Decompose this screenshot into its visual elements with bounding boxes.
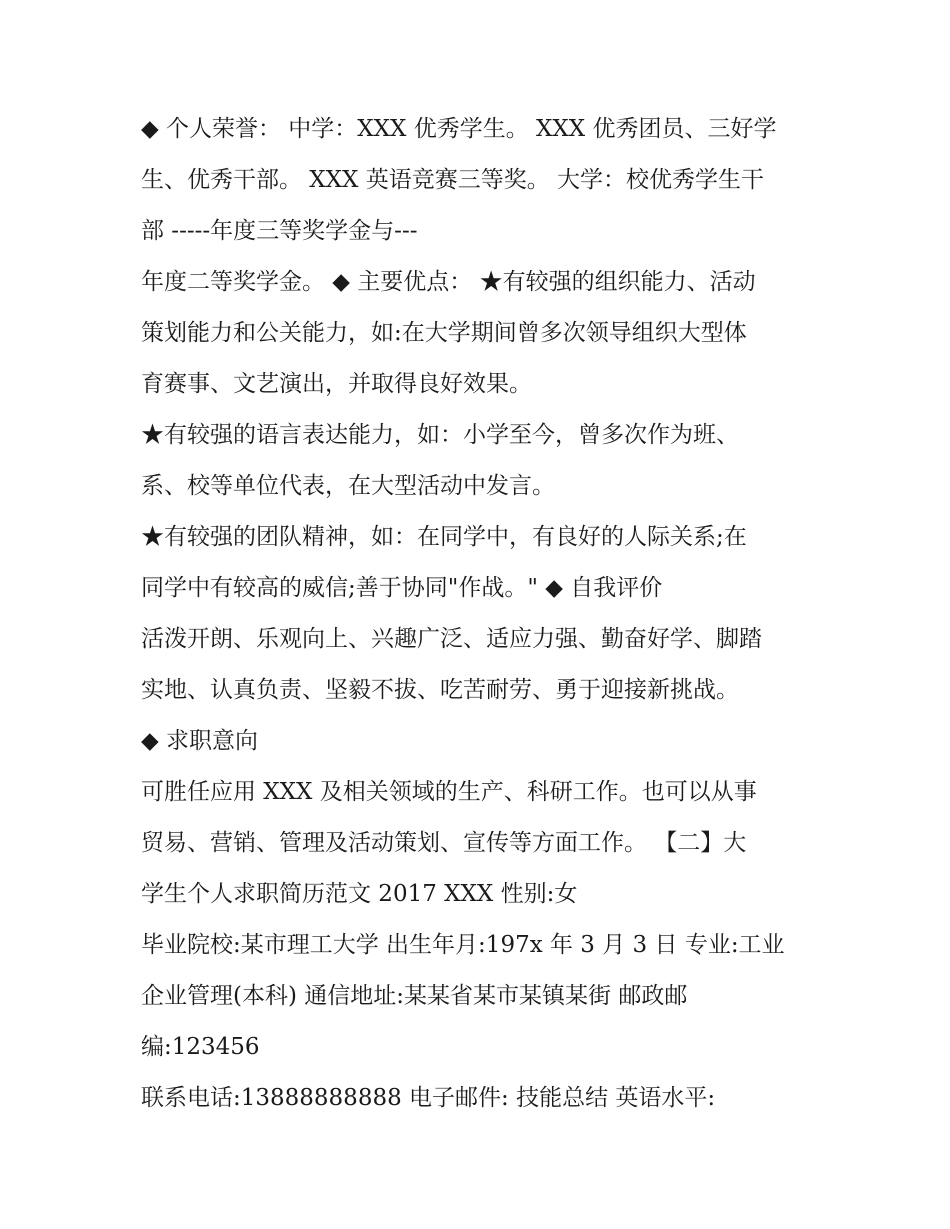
- text-line-contact: 联系电话:13888888888 电子邮件: 技能总结 英语水平:: [141, 1085, 716, 1111]
- section-heading-job-intention: ◆ 求职意向: [141, 728, 258, 754]
- text-line-honors-3: 部 -----年度三等奖学金与---: [141, 218, 418, 244]
- text-line-strengths-3: 育赛事、文艺演出，并取得良好效果。: [141, 371, 532, 397]
- text-line-language-2: 系、校等单位代表，在大型活动中发言。: [141, 473, 555, 499]
- text-line-strengths-1: 年度二等奖学金。 ◆ 主要优点： ★有较强的组织能力、活动: [141, 269, 756, 295]
- text-line-postcode: 编:123456: [141, 1034, 260, 1060]
- text-line-team-1: ★有较强的团队精神，如：在同学中，有良好的人际关系;在: [141, 524, 747, 550]
- text-line-honors-2: 生、优秀干部。 XXX 英语竞赛三等奖。 大学：校优秀学生干: [141, 167, 765, 193]
- text-line-intention-2: 贸易、营销、管理及活动策划、宣传等方面工作。 【二】大: [141, 830, 747, 856]
- text-line-resume-title: 学生个人求职简历范文 2017 XXX 性别:女: [141, 881, 578, 907]
- document-body: [141, 104, 831, 1124]
- text-line-intention-1: 可胜任应用 XXX 及相关领域的生产、科研工作。也可以从事: [141, 779, 757, 805]
- text-line-self-eval-1: 活泼开朗、乐观向上、兴趣广泛、适应力强、勤奋好学、脚踏: [141, 626, 762, 652]
- text-line-strengths-2: 策划能力和公关能力，如:在大学期间曾多次领导组织大型体: [141, 320, 747, 346]
- text-line-honors-1: ◆ 个人荣誉： 中学：XXX 优秀学生。 XXX 优秀团员、三好学: [141, 116, 777, 142]
- text-line-language-1: ★有较强的语言表达能力，如：小学至今，曾多次作为班、: [141, 422, 739, 448]
- text-line-school-info: 毕业院校:某市理工大学 出生年月:197x 年 3 月 3 日 专业:工业: [141, 932, 785, 958]
- text-line-team-2: 同学中有较高的威信;善于协同"作战。" ◆ 自我评价: [141, 575, 663, 601]
- text-line-address: 企业管理(本科) 通信地址:某某省某市某镇某街 邮政邮: [141, 983, 688, 1009]
- text-line-self-eval-2: 实地、认真负责、坚毅不拔、吃苦耐劳、勇于迎接新挑战。: [141, 677, 739, 703]
